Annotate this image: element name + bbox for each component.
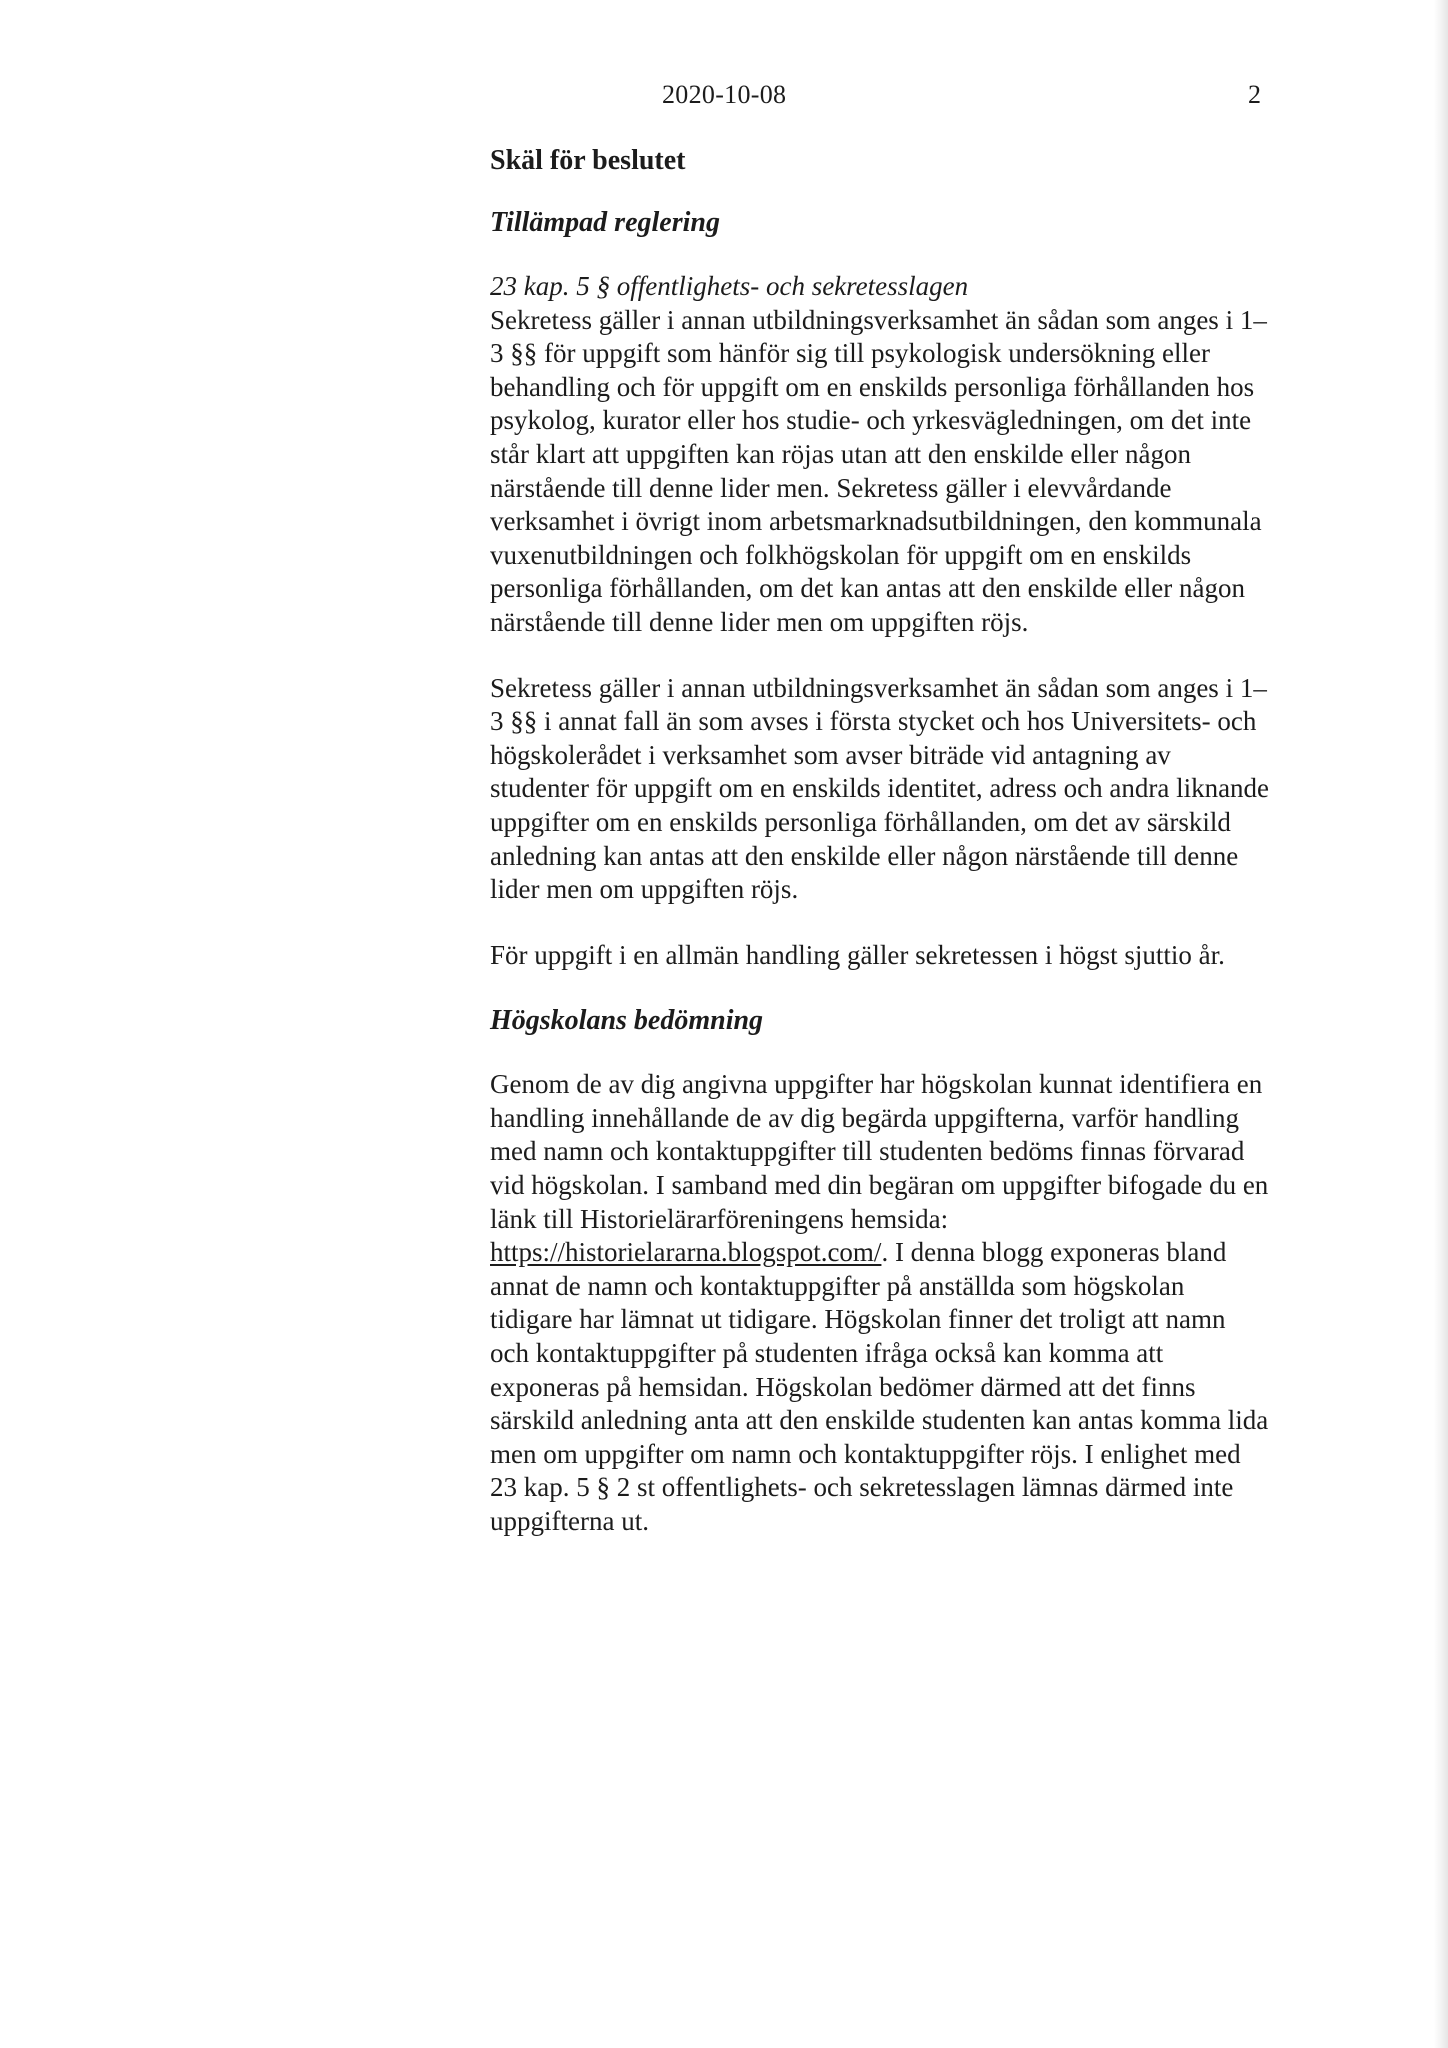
blog-link[interactable]: https://historielararna.blogspot.com/ bbox=[490, 1237, 882, 1268]
assessment-text-after-link: . I denna blogg exponeras bland annat de namn och kontaktuppgifter på anställda som högskolan tidigare har lämnat ut tidigare. Högskolan finner det troligt att namn och kontaktuppgifter på studenten ifråga också kan komma att exponeras på hemsidan. Högskolan bedömer därmed att det finns särskild anledning anta att den enskilde studenten kan antas komma lida men om uppgifter om namn och kontaktuppgifter röjs. I enlighet med 23 kap. 5 § 2 st offentlighets- och sekretesslagen lämnas därmed inte uppgifterna ut. bbox=[490, 1237, 1269, 1536]
document-body bbox=[490, 144, 1270, 1539]
law-reference: 23 kap. 5 § offentlighets- och sekretesslagen bbox=[490, 271, 969, 301]
assessment-paragraph bbox=[490, 1068, 1270, 1538]
subsection-assessment-heading: Högskolans bedömning bbox=[490, 1005, 764, 1037]
assessment-text-before-link: Genom de av dig angivna uppgifter har högskolan kunnat identifiera en handling innehållande de av dig begärda uppgifterna, varför handling med namn och kontaktuppgifter till studenten bedöms finnas förvarad vid högskolan. I samband med din begäran om uppgifter bifogade du en länk till Historielärarföreningens hemsida: bbox=[490, 1069, 1269, 1234]
law-paragraph-3: För uppgift i en allmän handling gäller sekretessen i högst sjuttio år. bbox=[490, 939, 1225, 970]
scan-edge-shadow bbox=[1434, 0, 1448, 2048]
section-title: Skäl för beslutet bbox=[490, 145, 686, 176]
law-paragraph-2: Sekretess gäller i annan utbildningsverksamhet än sådan som anges i 1–3 §§ i annat fall än som avses i första stycket och hos Universitets- och högskolerådet i verksamhet som avser biträde vid antagning av studenter för uppgift om en enskilds identitet, adress och andra liknande uppgifter om en enskilds personliga förhållanden, om det av särskild anledning kan antas att den enskilde eller någon närstående till denne lider men om uppgiften röjs. bbox=[490, 672, 1270, 905]
law-paragraph-1: Sekretess gäller i annan utbildningsverksamhet än sådan som anges i 1–3 §§ för uppgift som hänför sig till psykologisk undersökning eller behandling och för uppgift om en enskilds personliga förhållanden hos psykolog, kurator eller hos studie- och yrkesvägledningen, om det inte står klart att uppgiften kan röjas utan att den enskilde eller någon närstående till denne lider men. Sekretess gäller i elevvårdande verksamhet i övrigt inom arbetsmarknadsutbildningen, den kommunala vuxenutbildningen och folkhögskolan för uppgift om en enskilds personliga förhållanden, om det kan antas att den enskilde eller någon närstående till denne lider men om uppgiften röjs. bbox=[490, 304, 1267, 637]
page-number: 2 bbox=[1248, 80, 1261, 109]
subsection-regulation-heading: Tillämpad reglering bbox=[490, 207, 720, 238]
header-date: 2020-10-08 bbox=[662, 80, 787, 109]
